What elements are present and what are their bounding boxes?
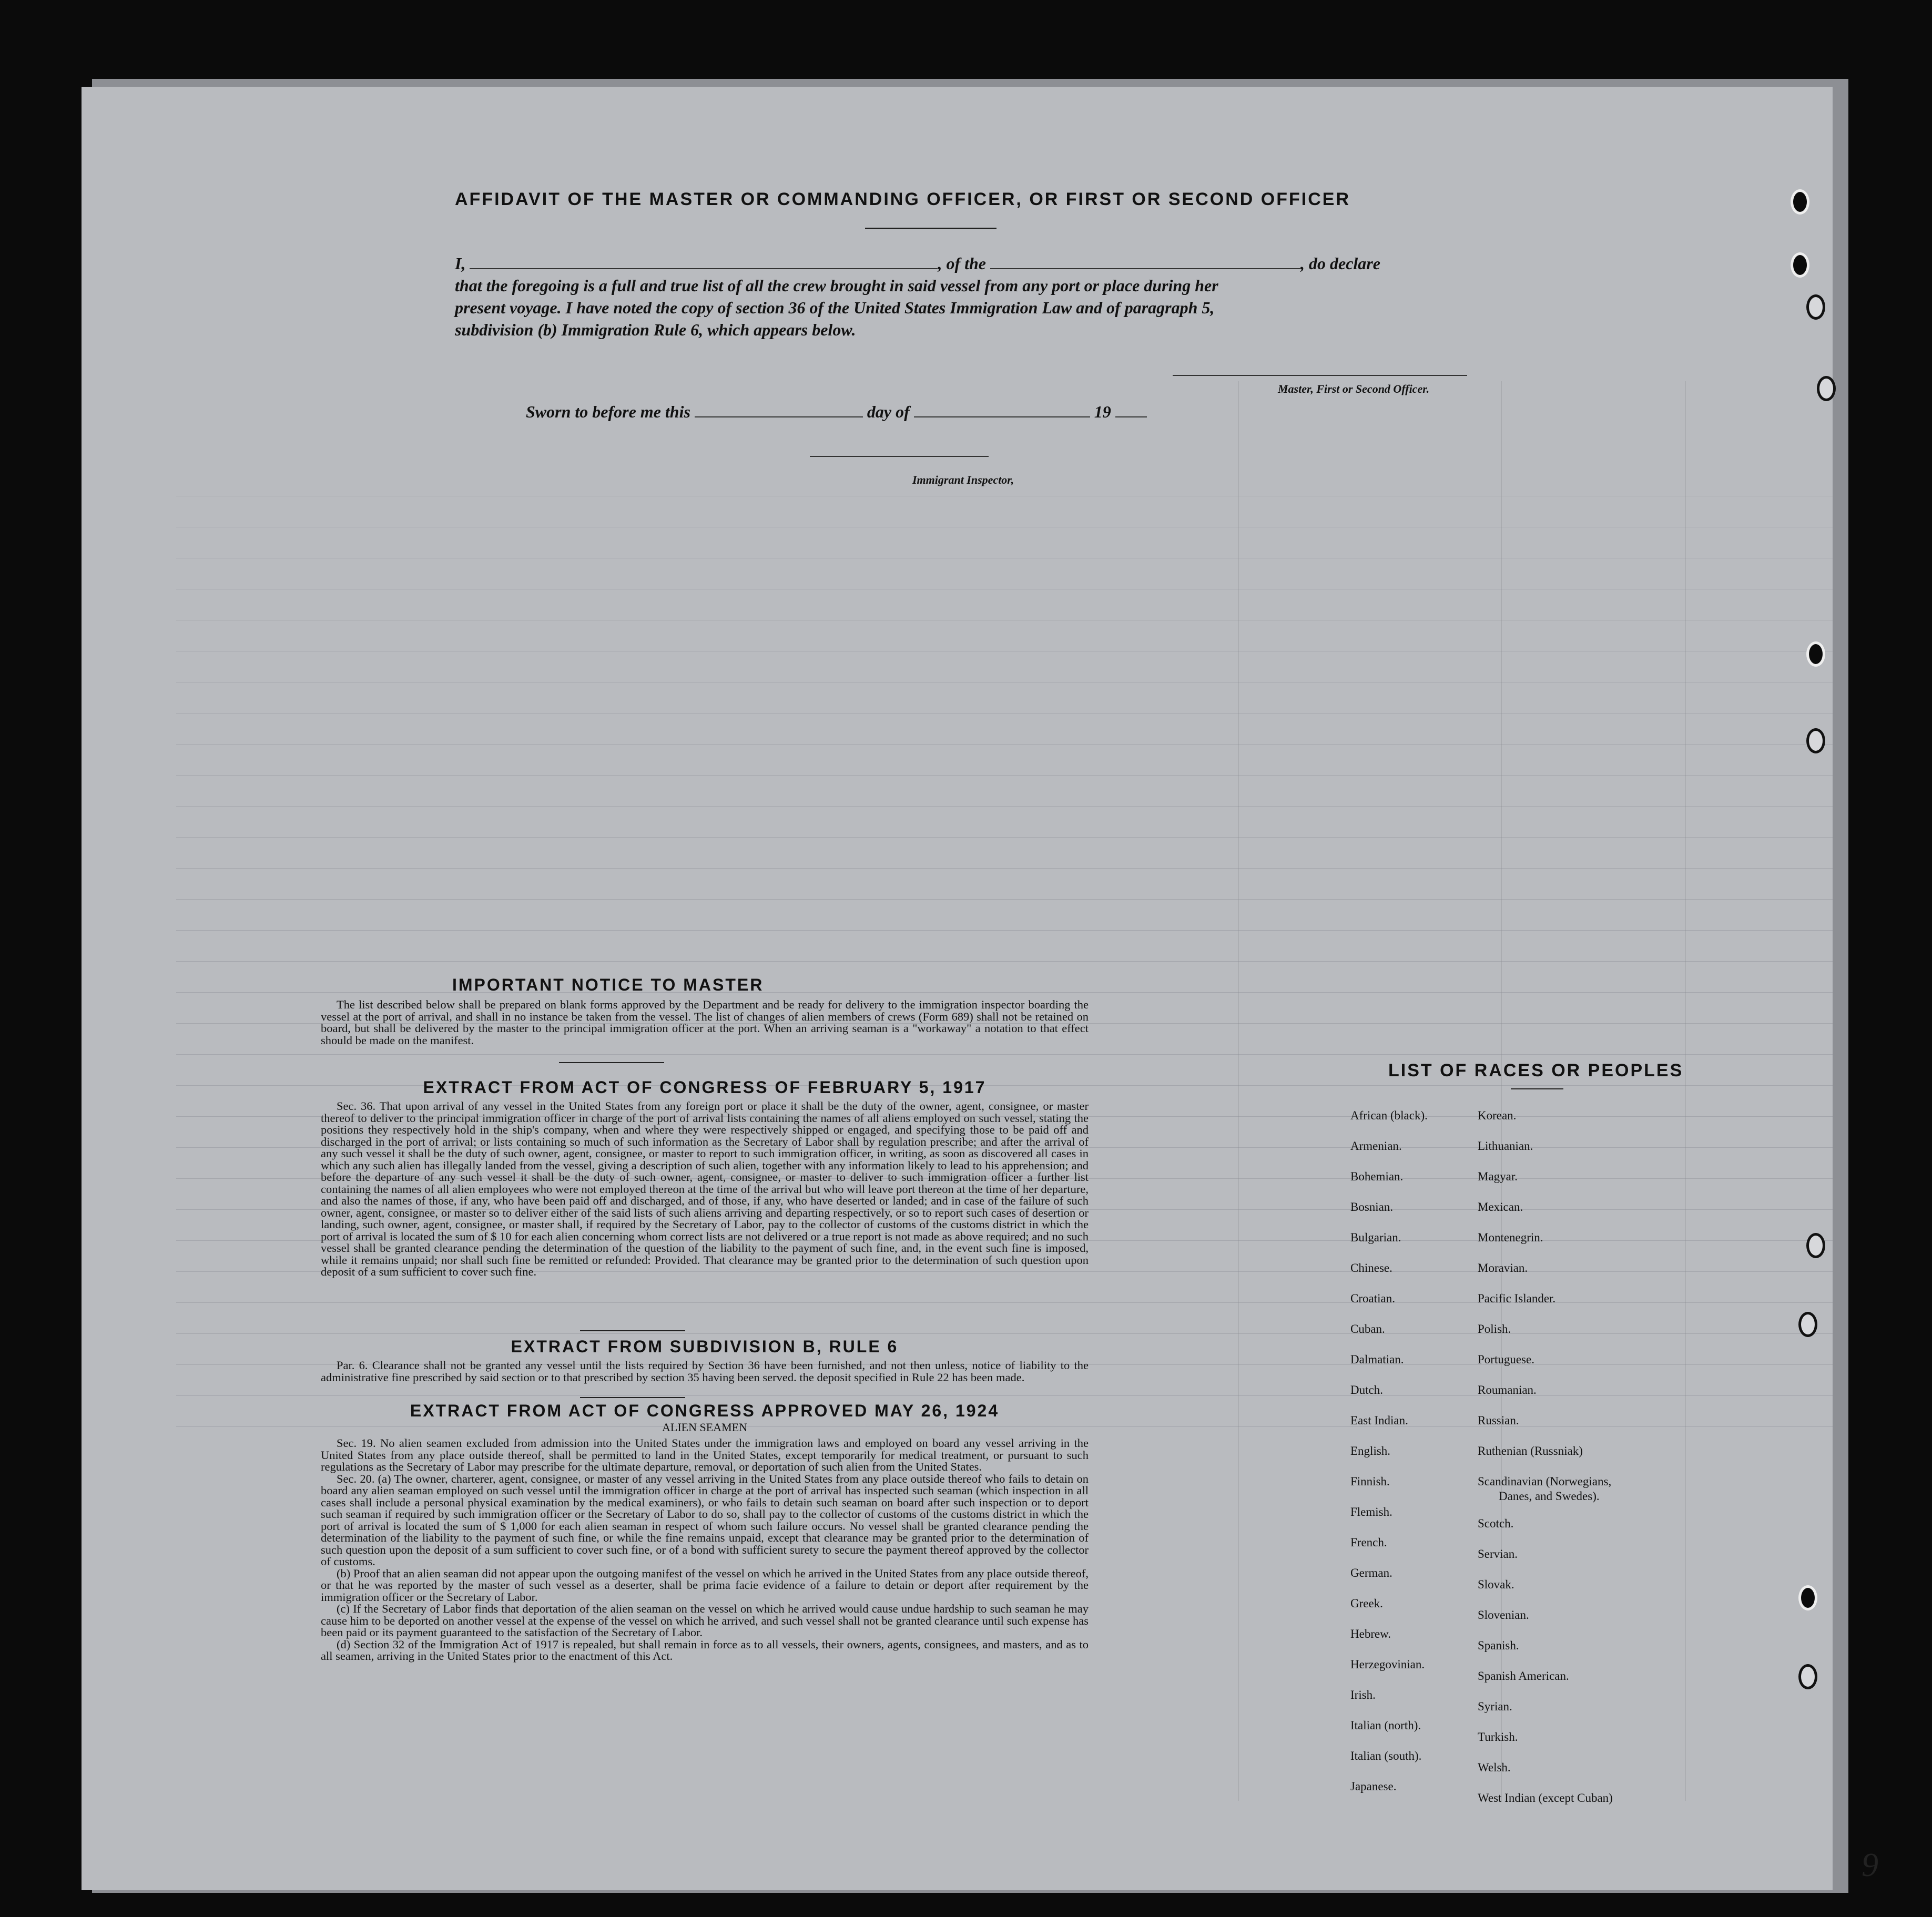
act-1924-sec20a: Sec. 20. (a) The owner, charterer, agent, consignee, or master of any vessel arriving in the United States from any place outside thereof who fails to detain on board any alien seaman employed on such vessel until the immigration officer in charge at the port of arrival has inspected such seaman (which inspection in all cases shall include a personal physical examination by the medical examiners), or who fails to detain such seaman on board after such inspection or to deport such seaman if required by such immigration officer or the Secretary of Labor to do so, shall pay to the collector of customs of the customs district in which the port of arrival is located the sum of $ 1,000 for each alien seaman in respect of whom such failure occurs. No vessel shall be granted clearance pending the determination of the liability to the payment of such fine, or while the fine remains unpaid, except that clearance may be granted prior to the determination of such question upon the deposit of a sum sufficient to cover such fine, or of a bond with sufficient surety to secure the payment thereof approved by the collector of customs. xyxy=(321,1472,1089,1568)
race-item: Lithuanian. xyxy=(1478,1139,1533,1153)
rule6-body xyxy=(321,1360,1089,1383)
act-1924-sec19: Sec. 19. No alien seamen excluded from admission into the United States under the immigration laws and employed on board any vessel arriving in the United States from any place outside thereof, shall be permitted to land in the United States, except temporarily for medical treatment, or pursuant to such regulations as the Secretary of Labor may prescribe for the ultimate departure, removal, or deportation of such alien from the United States. xyxy=(321,1436,1089,1473)
race-item: Hebrew. xyxy=(1350,1627,1391,1640)
affidavit-of-the: , of the xyxy=(938,254,986,273)
act-1917-title: EXTRACT FROM ACT OF CONGRESS OF FEBRUARY 5, 1917 xyxy=(423,1078,987,1097)
binder-hole-icon xyxy=(1806,294,1825,320)
race-item: Korean. xyxy=(1478,1109,1517,1122)
race-item: Finnish. xyxy=(1350,1475,1390,1488)
month-blank[interactable] xyxy=(914,403,1090,417)
sworn-line xyxy=(526,402,1147,422)
race-item: Greek. xyxy=(1350,1597,1383,1610)
races-title: LIST OF RACES OR PEOPLES xyxy=(1388,1061,1684,1080)
affidavit-line-3: present voyage. I have noted the copy of section 36 of the United States Immigration Law and of paragraph 5, xyxy=(455,298,1215,317)
year-prefix: 19 xyxy=(1094,402,1111,421)
act-1924-section xyxy=(321,1401,1089,1663)
notice-title: IMPORTANT NOTICE TO MASTER xyxy=(452,975,764,994)
race-item: Slovenian. xyxy=(1478,1608,1529,1622)
race-item: Danes, and Swedes). xyxy=(1499,1490,1600,1503)
race-item: Scotch. xyxy=(1478,1517,1514,1530)
master-signature-blank[interactable] xyxy=(1173,375,1467,376)
binder-hole-icon xyxy=(1806,641,1825,667)
race-item: Roumanian. xyxy=(1478,1383,1537,1396)
race-item: Russian. xyxy=(1478,1414,1519,1427)
race-item: German. xyxy=(1350,1566,1392,1579)
affidavit-i: I, xyxy=(455,254,466,273)
race-item: Mexican. xyxy=(1478,1200,1523,1214)
rule6-paragraph: Par. 6. Clearance shall not be granted any vessel until the lists required by Section 36 have been furnished, and not then unless, notice of liability to the administrative fine prescribed by said section or to that prescribed by section 35 having been served. the deposit specified in Rule 22 has been made. xyxy=(321,1359,1089,1384)
affidavit-declare: , do declare xyxy=(1300,254,1380,273)
race-item: Cuban. xyxy=(1350,1322,1385,1335)
divider xyxy=(580,1330,685,1331)
notice-paragraph: The list described below shall be prepared on blank forms approved by the Department and be ready for delivery to the immigration inspector boarding the vessel at the port of arrival, and shall in no instance be taken from the vessel. The list of changes of alien members of crews (Form 689) shall not be retained on board, but shall be delivered by the master to the principal immigration officer at the port. When an arriving seaman is a "workaway" a notation to that effect should be made on the manifest. xyxy=(321,998,1089,1047)
race-item: Magyar. xyxy=(1478,1170,1518,1183)
divider xyxy=(865,228,996,229)
day-of-text: day of xyxy=(867,402,910,421)
race-item: Servian. xyxy=(1478,1547,1518,1561)
act-1917-section xyxy=(321,1078,1089,1278)
races-right-column xyxy=(1478,1108,1613,1821)
bleed-through-column xyxy=(1685,381,1686,1801)
race-item: Spanish. xyxy=(1478,1639,1519,1652)
race-item: Spanish American. xyxy=(1478,1669,1569,1683)
race-item: Dalmatian. xyxy=(1350,1353,1404,1366)
race-item: English. xyxy=(1350,1444,1391,1457)
race-item: Bulgarian. xyxy=(1350,1231,1401,1244)
race-item: East Indian. xyxy=(1350,1414,1408,1427)
race-item: Montenegrin. xyxy=(1478,1231,1543,1244)
inspector-caption: Immigrant Inspector, xyxy=(912,473,1014,486)
binder-hole-icon xyxy=(1791,252,1809,278)
vessel-blank[interactable] xyxy=(990,254,1300,269)
race-item: Polish. xyxy=(1478,1322,1511,1335)
affidavit-line-4: subdivision (b) Immigration Rule 6, which appears below. xyxy=(455,320,856,339)
race-item: Chinese. xyxy=(1350,1261,1392,1274)
race-item: African (black). xyxy=(1350,1109,1428,1122)
race-item: Moravian. xyxy=(1478,1261,1528,1274)
handwritten-page-number: 9 xyxy=(1862,1846,1878,1883)
race-item: Scandinavian (Norwegians, xyxy=(1478,1475,1612,1488)
binder-hole-icon xyxy=(1817,376,1836,401)
divider xyxy=(559,1062,664,1063)
binder-hole-icon xyxy=(1798,1312,1817,1337)
race-item: Pacific Islander. xyxy=(1478,1292,1556,1305)
act-1924-sec20b: (b) Proof that an alien seaman did not appear upon the outgoing manifest of the vessel on which he arrived in the United States from any place outside thereof, or that he was reported by the master of such vessel as a deserter, shall be prima facie evidence of a failure to detain or deport after requirement by the immigration officer or the Secretary of Labor. xyxy=(321,1566,1089,1604)
notice-section xyxy=(321,975,1089,1046)
race-item: Bosnian. xyxy=(1350,1200,1394,1214)
race-item: Armenian. xyxy=(1350,1139,1402,1153)
bleed-through-column xyxy=(1238,381,1239,1801)
race-item: Italian (south). xyxy=(1350,1749,1422,1762)
race-item: Welsh. xyxy=(1478,1761,1511,1774)
race-item: Dutch. xyxy=(1350,1383,1383,1396)
race-item: West Indian (except Cuban) xyxy=(1478,1791,1613,1804)
master-caption: Master, First or Second Officer. xyxy=(1278,382,1430,395)
race-item: Bohemian. xyxy=(1350,1170,1404,1183)
act-1917-paragraph: Sec. 36. That upon arrival of any vessel in the United States from any foreign port or place it shall be the duty of the owner, agent, consignee, or master thereof to deliver to the principal immigration officer in charge of the port of arrival lists containing the names of all aliens employed on such vessel, stating the positions they respectively hold in the ship's company, when and where they were respectively shipped or engaged, and specifying those to be paid off and discharged in the port of arrival; or lists containing so much of such information as the Secretary of Labor shall by regulation prescribe; and after the arrival of any such vessel it shall be the duty of such owner, agent, consignee, or master to report to such immigration officer, in writing, as soon as discovered all cases in which any such alien has illegally landed from the vessel, giving a description of such alien, together with any information likely to lead to his apprehension; and before the departure of any such vessel it shall be the duty of such owner, agent, consignee, or master to deliver to such immigration officer a further list containing the names of all alien employees who were not employed thereon at the time of the arrival but who will leave port thereon at the time of her departure, and also the names of those, if any, who have been paid off and discharged, and of those, if any, who have deserted or landed; and in case of the failure of such owner, agent, consignee, or master so to deliver either of the said lists of such aliens arriving and departing respectively, or so to report such cases of desertion or landing, such owner, agent, consignee, or master shall, if required by the Secretary of Labor, pay to the collector of customs of the customs district in which the port of arrival is located the sum of $ 10 for each alien concerning whom correct lists are not delivered or a true report is not made as above required; and no such vessel shall be granted clearance pending the determination of the question of the liability to the payment of such fine, and, in the event such fine is imposed, while it remains unpaid; nor shall such fine be remitted or refunded: Provided. That clearance may be granted prior to the determination of such question upon deposit of a sum sufficient to cover such fine. xyxy=(321,1099,1089,1278)
act-1924-sec20c: (c) If the Secretary of Labor finds that deportation of the alien seaman on the vessel on which he arrived would cause undue hardship to such seaman he may cause him to be deported on another vessel at the expense of the vessel on which he arrived, and such vessel shall not be granted clearance until such expense has been paid or its payment guaranteed to the satisfaction of the Secretary of Labor. xyxy=(321,1602,1089,1639)
race-item: Croatian. xyxy=(1350,1292,1395,1305)
act-1917-body xyxy=(321,1100,1089,1278)
affidavit-line-2: that the foregoing is a full and true list of all the crew brought in said vessel from any port or place during her xyxy=(455,276,1218,295)
race-item: Ruthenian (Russniak) xyxy=(1478,1444,1583,1457)
divider xyxy=(1511,1088,1563,1089)
inspector-signature-blank[interactable] xyxy=(810,456,989,457)
binder-hole-icon xyxy=(1798,1664,1817,1689)
day-blank[interactable] xyxy=(695,403,863,417)
act-1924-title: EXTRACT FROM ACT OF CONGRESS APPROVED MAY 26, 1924 xyxy=(410,1401,1000,1420)
sworn-text: Sworn to before me this xyxy=(526,402,690,421)
divider xyxy=(580,1397,685,1398)
race-item: French. xyxy=(1350,1536,1387,1549)
act-1924-sec20d: (d) Section 32 of the Immigration Act of 1917 is repealed, but shall remain in force as to all vessels, their owners, agents, consignees, and masters, and as to all seamen, arriving in the United States prior to the enactment of this Act. xyxy=(321,1637,1089,1663)
act-1924-subtitle: ALIEN SEAMEN xyxy=(662,1421,747,1434)
affidavit-line-1 xyxy=(455,254,1380,273)
race-item: Syrian. xyxy=(1478,1700,1512,1713)
race-item: Flemish. xyxy=(1350,1505,1392,1518)
race-item: Italian (north). xyxy=(1350,1719,1421,1732)
name-blank[interactable] xyxy=(470,254,938,269)
rule6-section xyxy=(321,1337,1089,1383)
act-1924-body xyxy=(321,1437,1089,1663)
notice-body xyxy=(321,999,1089,1046)
race-item: Japanese. xyxy=(1350,1780,1397,1793)
binder-hole-icon xyxy=(1791,189,1809,215)
races-left-column xyxy=(1350,1108,1428,1810)
race-item: Irish. xyxy=(1350,1688,1376,1701)
affidavit-title: AFFIDAVIT OF THE MASTER OR COMMANDING OFFICER, OR FIRST OR SECOND OFFICER xyxy=(455,189,1350,209)
rule6-title: EXTRACT FROM SUBDIVISION B, RULE 6 xyxy=(511,1337,899,1356)
year-blank[interactable] xyxy=(1115,403,1147,417)
binder-hole-icon xyxy=(1798,1585,1817,1610)
binder-hole-icon xyxy=(1806,1233,1825,1258)
race-item: Turkish. xyxy=(1478,1730,1518,1743)
race-item: Slovak. xyxy=(1478,1578,1514,1591)
race-item: Portuguese. xyxy=(1478,1353,1534,1366)
binder-hole-icon xyxy=(1806,728,1825,753)
race-item: Herzegovinian. xyxy=(1350,1658,1425,1671)
manifest-page xyxy=(82,87,1878,1890)
